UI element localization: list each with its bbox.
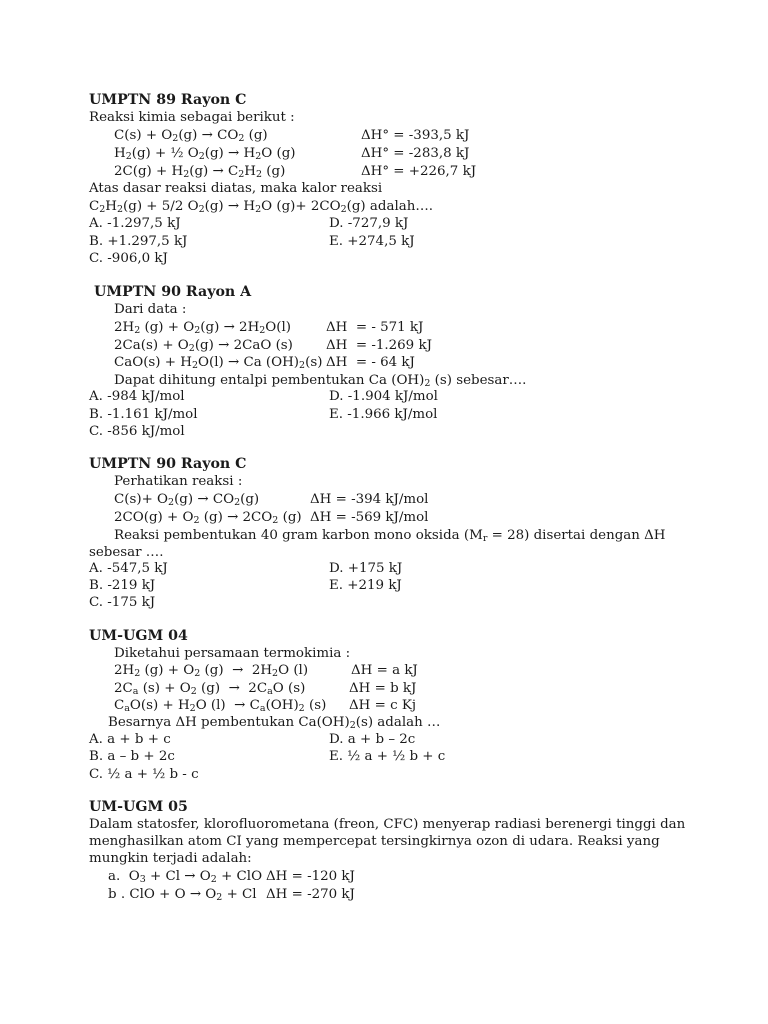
section-title-umptn-90-rayon-c: UMPTN 90 Rayon C xyxy=(89,456,247,472)
section-title-umptn-89-rayon-c: UMPTN 89 Rayon C xyxy=(89,92,247,108)
question-text: Besarnya ΔH pembentukan $Ca(OH)_2(s)$ adalah … xyxy=(108,715,441,731)
reaction-equation: $2H_2$ $(g) + O_2(g) \to 2H_2O(l)$ xyxy=(114,320,292,336)
answer-option-b: B. a – b + 2c xyxy=(89,749,175,764)
reaction-equation: $2H_2$ $(g) + O_2$ $(g) \to 2H_2O$ (l) xyxy=(114,663,309,679)
section-title-umptn-90-rayon-a: UMPTN 90 Rayon A xyxy=(94,284,252,300)
answer-option-a: A. -984 kJ/mol xyxy=(89,389,185,404)
enthalpy-value: ΔH = - 571 kJ xyxy=(326,320,424,335)
answer-option-a: A. -1.297,5 kJ xyxy=(89,216,181,231)
enthalpy-value: ΔH = a kJ xyxy=(351,663,418,678)
question-text: Dapat dihitung entalpi pembentukan Ca $(OH)_2$ (s) sebesar…. xyxy=(114,373,527,389)
enthalpy-value: ΔH° = -393,5 kJ xyxy=(361,128,470,143)
paragraph-line: Dalam statosfer, klorofluorometana (freon, CFC) menyerap radiasi berenergi tinggi dan xyxy=(89,817,686,832)
enthalpy-value: ΔH = - 64 kJ xyxy=(326,355,415,370)
answer-option-c: C. -856 kJ/mol xyxy=(89,424,185,439)
paragraph-line: mungkin terjadi adalah: xyxy=(89,851,252,866)
reaction-equation: $C(s) + O_2(g) \to CO_2$ (g) xyxy=(114,128,268,144)
answer-option-c: C. -175 kJ xyxy=(89,595,156,610)
reaction-equation: $C(s)+ O_2(g) \to CO_2(g)$ xyxy=(114,492,260,508)
answer-option-d: D. +175 kJ xyxy=(329,561,403,576)
question-text: sebesar …. xyxy=(89,545,164,560)
section-title-um-ugm-04: UM-UGM 04 xyxy=(89,628,188,644)
enthalpy-value: ΔH = -569 kJ/mol xyxy=(310,510,429,525)
paragraph-line: menghasilkan atom CI yang mempercepat tersingkirnya ozon di udara. Reaksi yang xyxy=(89,834,660,849)
answer-option-b: B. -219 kJ xyxy=(89,578,156,593)
answer-option-b: B. +1.297,5 kJ xyxy=(89,234,188,249)
reaction-equation: $2CO(g) + O_2$ $(g) \to 2CO_2$ (g) xyxy=(114,510,302,526)
answer-option-e: E. +219 kJ xyxy=(329,578,402,593)
enthalpy-value: ΔH° = -283,8 kJ xyxy=(361,146,470,161)
enthalpy-value: ΔH = b kJ xyxy=(349,681,417,696)
question-intro: Diketahui persamaan termokimia : xyxy=(114,646,351,661)
enthalpy-value: ΔH° = +226,7 kJ xyxy=(361,164,477,179)
answer-option-e: E. +274,5 kJ xyxy=(329,234,415,249)
enthalpy-value: ΔH = -394 kJ/mol xyxy=(310,492,429,507)
question-text: Atas dasar reaksi diatas, maka kalor reaksi xyxy=(89,181,383,196)
answer-option-e: E. -1.966 kJ/mol xyxy=(329,407,438,422)
question-intro: Perhatikan reaksi : xyxy=(114,474,243,489)
reaction-equation: b . ClO + $O \to O_2 + Cl$ xyxy=(108,887,257,903)
question-text: $C_2H_2(g) + 5/2$ $O_2(g) \to H_2O$ $(g)+ 2CO_2(g)$ adalah…. xyxy=(89,199,433,215)
reaction-equation: $2C_a$ $(s) + O_2$ $(g) \to 2C_aO$ (s) xyxy=(114,681,306,697)
reaction-equation: $2Ca(s) + O_2(g) \to 2CaO$ (s) xyxy=(114,338,293,354)
question-intro: Reaksi kimia sebagai berikut : xyxy=(89,110,295,125)
answer-option-d: D. a + b – 2c xyxy=(329,732,416,747)
section-title-um-ugm-05: UM-UGM 05 xyxy=(89,799,188,815)
answer-option-c: C. -906,0 kJ xyxy=(89,251,168,266)
answer-option-a: A. -547,5 kJ xyxy=(89,561,168,576)
question-text: Reaksi pembentukan 40 gram karbon mono oksida $(M_r = 28)$ disertai dengan ΔH xyxy=(114,528,666,544)
answer-option-e: E. ½ a + ½ b + c xyxy=(329,749,446,764)
enthalpy-value: ΔH = -270 kJ xyxy=(266,887,355,902)
answer-option-b: B. -1.161 kJ/mol xyxy=(89,407,198,422)
reaction-equation: $H_2(g)$ + ½ $O_2(g) \to H_2O$ (g) xyxy=(114,146,296,162)
reaction-equation: $2C(g) + H_2(g) \to C_2H_2$ (g) xyxy=(114,164,286,180)
enthalpy-value: ΔH = -1.269 kJ xyxy=(326,338,432,353)
enthalpy-value: ΔH = c Kj xyxy=(349,698,416,713)
reaction-equation: $C_aO(s) + H_2O$ $(l) \to C_a(OH)_2$ (s) xyxy=(114,698,327,714)
answer-option-d: D. -1.904 kJ/mol xyxy=(329,389,438,404)
question-intro: Dari data : xyxy=(114,302,187,317)
answer-option-d: D. -727,9 kJ xyxy=(329,216,409,231)
reaction-equation: a. $O_3 + Cl \to O_2$ + ClO xyxy=(108,869,263,885)
reaction-equation: $CaO(s) + H_2O(l) \to Ca$ $(OH)_2(s)$ xyxy=(114,355,323,371)
answer-option-c: C. ½ a + ½ b - c xyxy=(89,767,199,782)
answer-option-a: A. a + b + c xyxy=(89,732,171,747)
enthalpy-value: ΔH = -120 kJ xyxy=(266,869,355,884)
